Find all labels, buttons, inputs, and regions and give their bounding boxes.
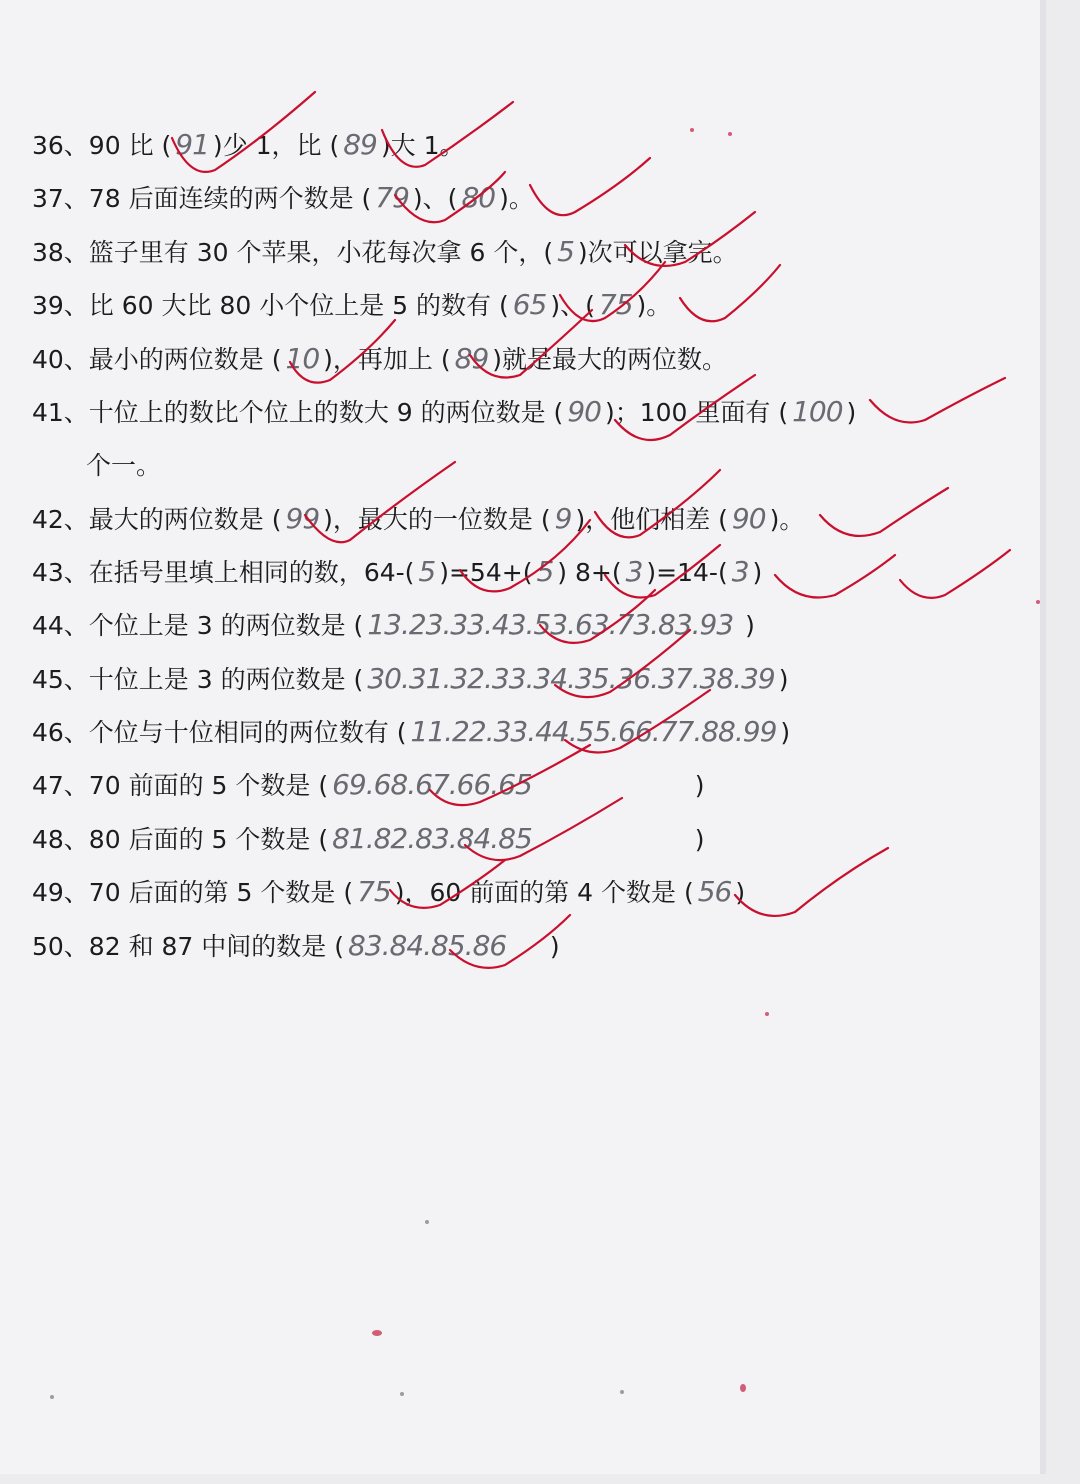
- ink-speck: [372, 1330, 382, 1336]
- handwritten-answer: 10: [285, 342, 320, 375]
- handwritten-answer: 80: [461, 181, 496, 214]
- question-40: [32, 339, 1032, 379]
- question-text: 46、个位与十位相同的两位数有 (: [32, 718, 407, 747]
- question-text: ): [510, 932, 560, 961]
- handwritten-answer: 91: [175, 128, 209, 161]
- ink-speck: [690, 128, 694, 132]
- question-text: 50、82 和 87 中间的数是 (: [32, 932, 344, 961]
- question-text: 45、十位上是 3 的两位数是 (: [32, 665, 364, 694]
- question-text: 39、比 60 大比 80 小个位上是 5 的数有 (: [32, 291, 509, 320]
- handwritten-answer: 13.23.33.43.53.63.73.83.93: [367, 608, 734, 641]
- question-text: 49、70 后面的第 5 个数是 (: [32, 878, 354, 907]
- question-text: 40、最小的两位数是 (: [32, 345, 282, 374]
- question-text: ): [778, 665, 789, 694]
- ink-speck: [1036, 600, 1040, 604]
- question-text: )、(: [550, 291, 595, 320]
- handwritten-answer: 79: [375, 181, 409, 214]
- handwritten-answer: 5: [557, 235, 574, 268]
- question-text: )=54+(: [439, 558, 533, 587]
- question-41: [32, 392, 1032, 432]
- question-text: )。: [499, 184, 534, 213]
- handwritten-answer: 5: [536, 555, 554, 588]
- ink-speck: [728, 132, 732, 136]
- handwritten-answer: 30.31.32.33.34.35.36.37.38.39: [367, 662, 775, 695]
- ink-speck: [425, 1220, 429, 1224]
- ink-speck: [620, 1390, 624, 1394]
- question-36: [32, 125, 1032, 165]
- question-text: 个一。: [86, 451, 162, 480]
- question-text: 47、70 前面的 5 个数是 (: [32, 771, 329, 800]
- question-text: 43、在括号里填上相同的数，64-(: [32, 558, 415, 587]
- question-38: [32, 232, 1032, 272]
- handwritten-answer: 56: [697, 875, 732, 908]
- handwritten-answer: 90: [731, 502, 766, 535]
- question-text: )就是最大的两位数。: [492, 345, 728, 374]
- question-text: 44、个位上是 3 的两位数是 (: [32, 611, 364, 640]
- question-text: ): [752, 558, 763, 587]
- handwritten-answer: 11.22.33.44.55.66.77.88.99: [410, 715, 777, 748]
- question-text: )，最大的一位数是 (: [323, 505, 551, 534]
- handwritten-answer: 5: [418, 555, 436, 588]
- question-text: )、(: [412, 184, 458, 213]
- question-text: ): [735, 878, 746, 907]
- handwritten-answer: 75: [598, 288, 633, 321]
- question-43: [32, 552, 1032, 592]
- question-41-continued: [86, 446, 1080, 486]
- ink-speck: [765, 1012, 769, 1016]
- handwritten-answer: 3: [625, 555, 643, 588]
- question-text: ): [846, 398, 857, 427]
- handwritten-answer: 9: [554, 502, 572, 535]
- handwritten-answer: 99: [285, 502, 320, 535]
- question-text: )少 1，比 (: [212, 131, 340, 160]
- question-text: 38、篮子里有 30 个苹果，小花每次拿 6 个，(: [32, 238, 554, 267]
- question-48: [32, 819, 1032, 859]
- question-text: ) 8+(: [557, 558, 622, 587]
- question-44: [32, 605, 1032, 645]
- question-50: [32, 926, 1032, 966]
- question-text: )；100 里面有 (: [604, 398, 789, 427]
- question-text: 48、80 后面的 5 个数是 (: [32, 825, 329, 854]
- question-text: ): [737, 611, 755, 640]
- question-text: 42、最大的两位数是 (: [32, 505, 282, 534]
- question-text: 36、90 比 (: [32, 131, 172, 160]
- handwritten-answer: 3: [731, 555, 749, 588]
- question-text: ): [780, 718, 791, 747]
- handwritten-answer: 89: [343, 128, 377, 161]
- question-text: 41、十位上的数比个位上的数大 9 的两位数是 (: [32, 398, 564, 427]
- question-39: [32, 285, 1032, 325]
- question-text: )，再加上 (: [323, 345, 451, 374]
- handwritten-answer: 89: [454, 342, 489, 375]
- handwritten-answer: 83.84.85.86: [347, 929, 507, 962]
- question-text: 37、78 后面连续的两个数是 (: [32, 184, 372, 213]
- question-text: ): [535, 771, 705, 800]
- question-text: ): [535, 825, 705, 854]
- question-text: )。: [769, 505, 805, 534]
- handwritten-answer: 69.68.67.66.65: [332, 768, 532, 801]
- question-49: [32, 872, 1032, 912]
- question-47: [32, 765, 1032, 805]
- question-text: )，他们相差 (: [575, 505, 728, 534]
- handwritten-answer: 75: [357, 875, 391, 908]
- question-text: )，60 前面的第 4 个数是 (: [394, 878, 694, 907]
- question-42: [32, 499, 1032, 539]
- question-37: [32, 178, 1032, 218]
- handwritten-answer: 90: [567, 395, 601, 428]
- question-45: [32, 659, 1032, 699]
- handwritten-answer: 100: [792, 395, 843, 428]
- ink-speck: [400, 1392, 404, 1396]
- handwritten-answer: 81.82.83.84.85: [332, 822, 532, 855]
- question-text: )次可以拿完。: [577, 238, 738, 267]
- question-46: [32, 712, 1032, 752]
- question-text: )。: [636, 291, 672, 320]
- ink-speck: [740, 1384, 746, 1392]
- question-text: )=14-(: [646, 558, 728, 587]
- question-text: )大 1。: [380, 131, 465, 160]
- handwritten-answer: 65: [512, 288, 547, 321]
- ink-speck: [50, 1395, 54, 1399]
